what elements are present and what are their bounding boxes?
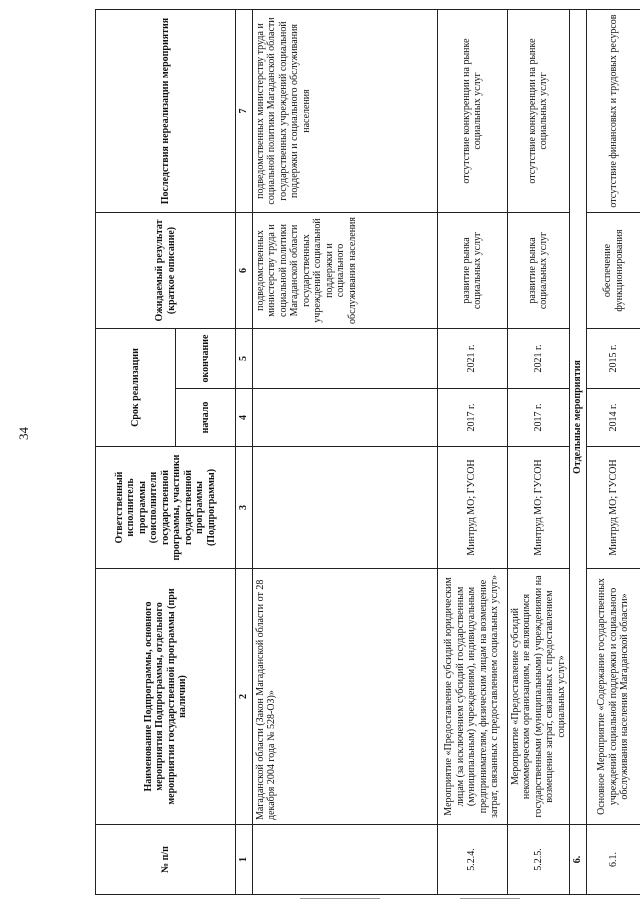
row-consequence: подведомственных министерству труда и социальной политики Магаданской области государственных учреждений социальной поддержки и социального обслуживания населения: [252, 10, 437, 213]
row-result: подведомственных министерству труда и социальной политики Магаданской области государственных учреждений социальной поддержки и социального обслуживания населения: [252, 213, 437, 329]
row-consequence: отсутствие конкуренции на рынке социальных услуг: [507, 10, 570, 213]
row-num: 5.2.5.: [507, 825, 570, 895]
row-start: [252, 389, 437, 447]
header-term: Срок реализации: [96, 329, 176, 447]
row-num: [252, 825, 437, 895]
col-number: 5: [236, 329, 253, 389]
page-number: 34: [16, 427, 31, 440]
col-number: 2: [236, 569, 253, 825]
col-number: 6: [236, 213, 253, 329]
measures-table: [95, 9, 640, 895]
row-start: 2017 г.: [437, 389, 507, 447]
col-number: 1: [236, 825, 253, 895]
row-end: 2015 г.: [586, 329, 640, 389]
table-row: [507, 10, 570, 895]
row-end: 2021 г.: [437, 329, 507, 389]
header-name: Наименование Подпрограммы, основного мероприятия Подпрограммы, отдельного мероприятия государственной программы (при наличии): [96, 569, 236, 825]
row-executor: [252, 447, 437, 569]
table-row: [252, 10, 437, 895]
row-name: Мероприятие «Предоставление субсидий юридическим лицам (за исключением субсидий государственным (муниципальным) учреждениям), индивидуальным предпринимателям, физическим лицам на возмещение затрат, связанных с предоставлением социальных услуг»: [437, 569, 507, 825]
section-title: Отдельные мероприятия: [570, 10, 587, 825]
row-result: обеспечение функционирования: [586, 213, 640, 329]
header-consequence: Последствия нереализации мероприятия: [96, 10, 236, 213]
row-executor: Минтруд МО; ГУСОН: [437, 447, 507, 569]
row-end: [252, 329, 437, 389]
row-start: 2017 г.: [507, 389, 570, 447]
col-number: 4: [236, 389, 253, 447]
scan-artifact-line: [460, 898, 520, 899]
section-num: 6.: [570, 825, 587, 895]
col-number: 3: [236, 447, 253, 569]
row-consequence: отсутствие финансовых и трудовых ресурсов: [586, 10, 640, 213]
row-executor: Минтруд МО; ГУСОН: [507, 447, 570, 569]
header-num: № п/п: [96, 825, 236, 895]
header-result: Ожидаемый результат (краткое описание): [96, 213, 236, 329]
header-start: начало: [176, 389, 236, 447]
row-name: Мероприятие «Предоставление субсидий некоммерческим организациям, не являющимся государственными (муниципальными) учреждениями на возмещение затрат, связанных с предоставлением социальных услуг»: [507, 569, 570, 825]
row-name: Основное Мероприятие «Содержание государственных учреждений социальной поддержки и социального обслуживания населения Магаданской области»: [586, 569, 640, 825]
row-name: Магаданской области (Закон Магаданской области от 28 декабря 2004 года № 528-ОЗ)»: [252, 569, 437, 825]
row-start: 2014 г.: [586, 389, 640, 447]
row-num: 6.1.: [586, 825, 640, 895]
header-end: окончание: [176, 329, 236, 389]
table-row: [586, 10, 640, 895]
section-row: [570, 10, 587, 895]
row-consequence: отсутствие конкуренции на рынке социальных услуг: [437, 10, 507, 213]
scan-artifact-line: [300, 898, 380, 899]
col-number: 7: [236, 10, 253, 213]
header-executor: Ответственный исполнитель программы (соисполнители государственной программы, участники государственной программы (Подпрограммы): [96, 447, 236, 569]
row-result: развитие рынка социальных услуг: [507, 213, 570, 329]
row-result: развитие рынка социальных услуг: [437, 213, 507, 329]
table-row: [437, 10, 507, 895]
header-row: [96, 10, 176, 895]
row-executor: Минтруд МО; ГУСОН: [586, 447, 640, 569]
row-num: 5.2.4.: [437, 825, 507, 895]
column-number-row: [236, 10, 253, 895]
row-end: 2021 г.: [507, 329, 570, 389]
rotated-table-container: [95, 10, 631, 895]
